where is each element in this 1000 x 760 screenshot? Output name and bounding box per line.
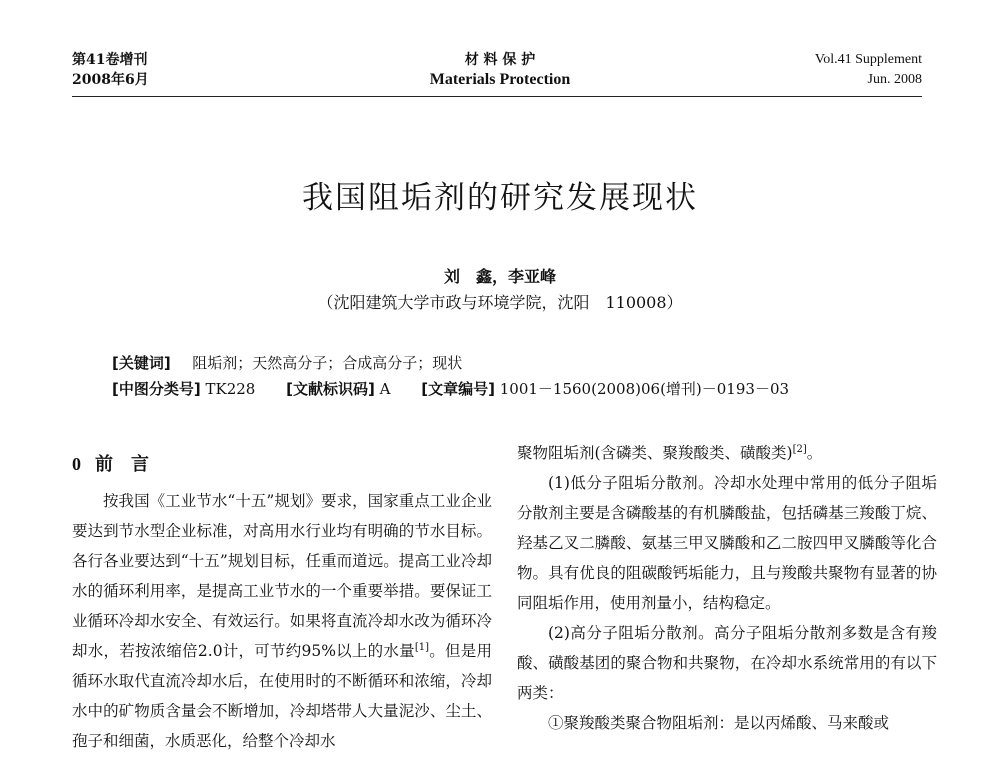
paragraph-tail: 。但是用循环水取代直流冷却水后，在使用时的不断循环和浓缩，冷却水中的矿物质含量会不断增加，冷却塔带人大量泥沙、尘土、孢子和细菌，水质恶化，给整个冷却水 bbox=[72, 642, 492, 750]
paper-title: 我国阻垢剂的研究发展现状 bbox=[302, 180, 698, 216]
journal-volume bbox=[72, 50, 149, 90]
clc-value: TK228 bbox=[205, 380, 256, 398]
paper-affiliation: （沈阳建筑大学市政与环境学院，沈阳 110008） bbox=[317, 293, 683, 312]
section-number: 0 bbox=[72, 454, 81, 474]
paragraph-text: 按我国《工业节水“十五”规划》要求，国家重点工业企业要达到节水型企业标准，对高用水行业均有明确的节水目标。各行各业要达到“十五”规划目标，任重而道远。提高工业冷却水的循环利用率，是提高工业节水的一个重要举措。要保证工业循环冷却水安全、有效运行。如果将直流冷却水改为循环冷却水，若按浓缩倍2.0计，可节约95%以上的水量 bbox=[72, 492, 492, 660]
citation: [1] bbox=[414, 641, 430, 653]
left-column bbox=[72, 486, 492, 756]
paragraph: (2)高分子阻垢分散剂。高分子阻垢分散剂多数是含有羧酸、磺酸基团的聚合物和共聚物，在冷却水系统常用的有以下两类： bbox=[517, 624, 937, 702]
doc-code-value: A bbox=[379, 380, 391, 398]
paragraph-tail: 。 bbox=[806, 444, 823, 462]
issue-date-en: Jun. 2008 bbox=[867, 72, 922, 87]
article-number-value: 1001－1560(2008)06(增刊)－0193－03 bbox=[499, 380, 790, 398]
keywords-value: 阻垢剂；天然高分子；合成高分子；现状 bbox=[192, 354, 463, 372]
volume-label: 第41卷增刊 bbox=[72, 52, 148, 68]
keywords-label: [关键词] bbox=[112, 354, 171, 372]
journal-volume-en bbox=[815, 50, 922, 90]
journal-name bbox=[300, 50, 700, 90]
journal-name-cn: 材 料 保 护 bbox=[464, 52, 536, 68]
section-heading bbox=[72, 450, 149, 476]
header-rule bbox=[72, 96, 922, 97]
paragraph-text: 聚物阻垢剂(含磷类、聚羧酸类、磺酸类) bbox=[517, 444, 793, 462]
article-number-label: [文章编号] bbox=[421, 380, 495, 398]
clc-label: [中图分类号] bbox=[112, 380, 201, 398]
paragraph: (1)低分子阻垢分散剂。冷却水处理中常用的低分子阻垢分散剂主要是含磷酸基的有机膦酸盐，包括磷基三羧酸丁烷、羟基乙叉二膦酸、氨基三甲叉膦酸和乙二胺四甲叉膦酸等化合物。具有优良的阻碳酸钙垢能力，且与羧酸共聚物有显著的协同阻垢作用，使用剂量小，结构稳定。 bbox=[517, 474, 937, 612]
right-column bbox=[517, 438, 937, 738]
section-title: 前 言 bbox=[95, 454, 149, 475]
classification-line bbox=[112, 378, 789, 400]
issue-date-cn: 2008年6月 bbox=[72, 72, 149, 88]
volume-label-en: Vol.41 Supplement bbox=[814, 52, 922, 67]
paragraph: ①聚羧酸类聚合物阻垢剂：是以丙烯酸、马来酸或 bbox=[548, 714, 890, 732]
paper-authors: 刘 鑫，李亚峰 bbox=[443, 267, 556, 286]
doc-code-label: [文献标识码] bbox=[286, 380, 375, 398]
paragraph bbox=[72, 486, 492, 756]
journal-name-en: Materials Protection bbox=[429, 71, 571, 88]
keywords-line bbox=[112, 352, 462, 374]
citation: [2] bbox=[792, 443, 807, 455]
paragraph bbox=[517, 438, 937, 468]
